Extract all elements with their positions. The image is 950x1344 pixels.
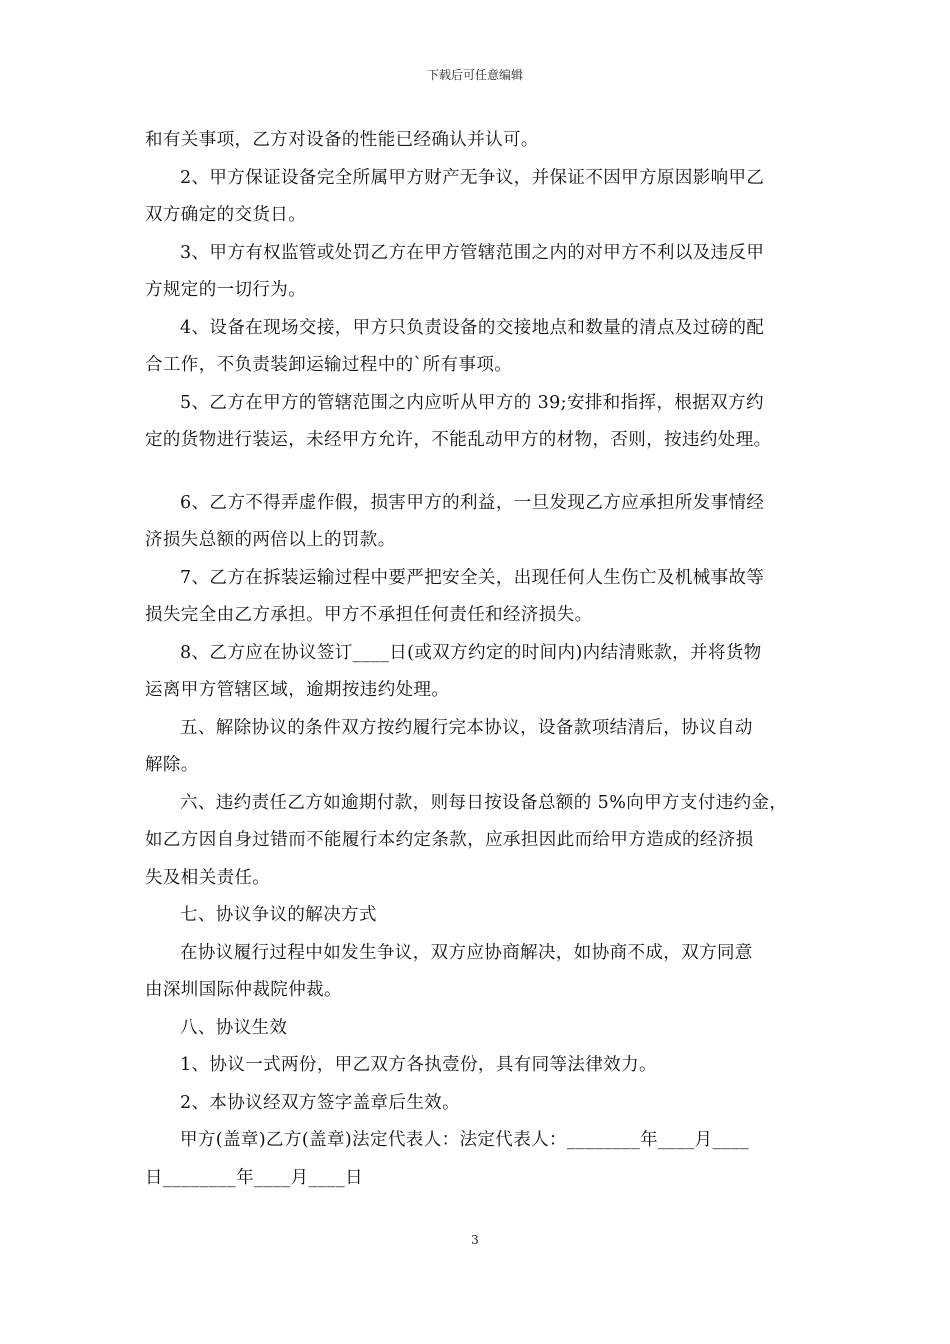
- text-line: 运离甲方管辖区域，逾期按违约处理。: [145, 680, 450, 700]
- paragraph-effect-1: [145, 1047, 810, 1085]
- text-line: 6、乙方不得弄虚作假，损害甲方的利益，一旦发现乙方应承担所发事情经: [180, 492, 765, 513]
- text-line: 六、违约责任乙方如逾期付款，则每日按设备总额的 5%向甲方支付违约金，: [180, 792, 788, 813]
- paragraph-clause-5: [145, 385, 810, 460]
- text-line: 如乙方因自身过错而不能履行本约定条款，应承担因此而给甲方造成的经济损: [145, 830, 754, 850]
- paragraph-effect-2: [145, 1085, 810, 1123]
- paragraph-section-8-heading: [145, 1010, 810, 1048]
- paragraph-clause-8: [145, 635, 810, 710]
- document-body: [145, 122, 810, 1197]
- paragraph-section-5-termination: [145, 710, 810, 785]
- text-line: 甲方(盖章)乙方(盖章)法定代表人：法定代表人：________年____月____: [180, 1130, 750, 1150]
- text-line: 和有关事项，乙方对设备的性能已经确认并认可。: [145, 130, 539, 150]
- text-line: 2、本协议经双方签字盖章后生效。: [180, 1092, 461, 1113]
- text-line: 日________年____月____日: [145, 1167, 363, 1188]
- text-line: 方规定的一切行为。: [145, 280, 307, 300]
- text-line: 3、甲方有权监管或处罚乙方在甲方管辖范围之内的对甲方不利以及违反甲: [180, 242, 765, 263]
- text-line: 5、乙方在甲方的管辖范围之内应听从甲方的 39;安排和指挥，根据双方约: [180, 392, 764, 413]
- paragraph-equipment-acknowledged: [145, 122, 810, 160]
- paragraph-clause-2: [145, 160, 810, 235]
- page-header: 下载后可任意编辑: [426, 68, 523, 82]
- text-line: 八、协议生效: [180, 1017, 288, 1038]
- paragraph-dispute-resolution: [145, 935, 810, 1010]
- paragraph-clause-4: [145, 310, 810, 385]
- text-line: 济损失总额的两倍以上的罚款。: [145, 530, 396, 550]
- text-line: 解除。: [145, 755, 199, 775]
- text-line: 7、乙方在拆装运输过程中要严把安全关，出现任何人生伤亡及机械事故等: [180, 567, 765, 588]
- text-line: 五、解除协议的条件双方按约履行完本协议，设备款项结清后，协议自动: [180, 717, 753, 738]
- text-line: 双方确定的交货日。: [145, 205, 307, 225]
- text-line: 由深圳国际仲裁院仲裁。: [145, 980, 342, 1000]
- paragraph-clause-3: [145, 235, 810, 310]
- paragraph-signature-block: [145, 1122, 810, 1197]
- paragraph-clause-6: [145, 485, 810, 560]
- text-line: 定的货物进行装运，未经甲方允许，不能乱动甲方的材物，否则，按违约处理。: [145, 430, 772, 450]
- text-line: 在协议履行过程中如发生争议，双方应协商解决，如协商不成，双方同意: [180, 942, 753, 963]
- text-line: 合工作，不负责装卸运输过程中的`所有事项。: [145, 355, 513, 375]
- paragraph-section-6-liability: [145, 785, 810, 898]
- text-line: 2、甲方保证设备完全所属甲方财产无争议，并保证不因甲方原因影响甲乙: [180, 167, 765, 188]
- text-line: 4、设备在现场交接，甲方只负责设备的交接地点和数量的清点及过磅的配: [180, 317, 765, 338]
- paragraph-section-7-heading: [145, 897, 810, 935]
- text-line: 损失完全由乙方承担。甲方不承担任何责任和经济损失。: [145, 605, 593, 625]
- page-number: 3: [471, 1233, 479, 1247]
- paragraph-clause-7: [145, 560, 810, 635]
- text-line: 七、协议争议的解决方式: [180, 905, 377, 925]
- text-line: 8、乙方应在协议签订____日(或双方约定的时间内)内结清账款，并将货物: [180, 642, 762, 663]
- text-line: 失及相关责任。: [145, 867, 271, 888]
- text-line: 1、协议一式两份，甲乙双方各执壹份，具有同等法律效力。: [180, 1055, 657, 1075]
